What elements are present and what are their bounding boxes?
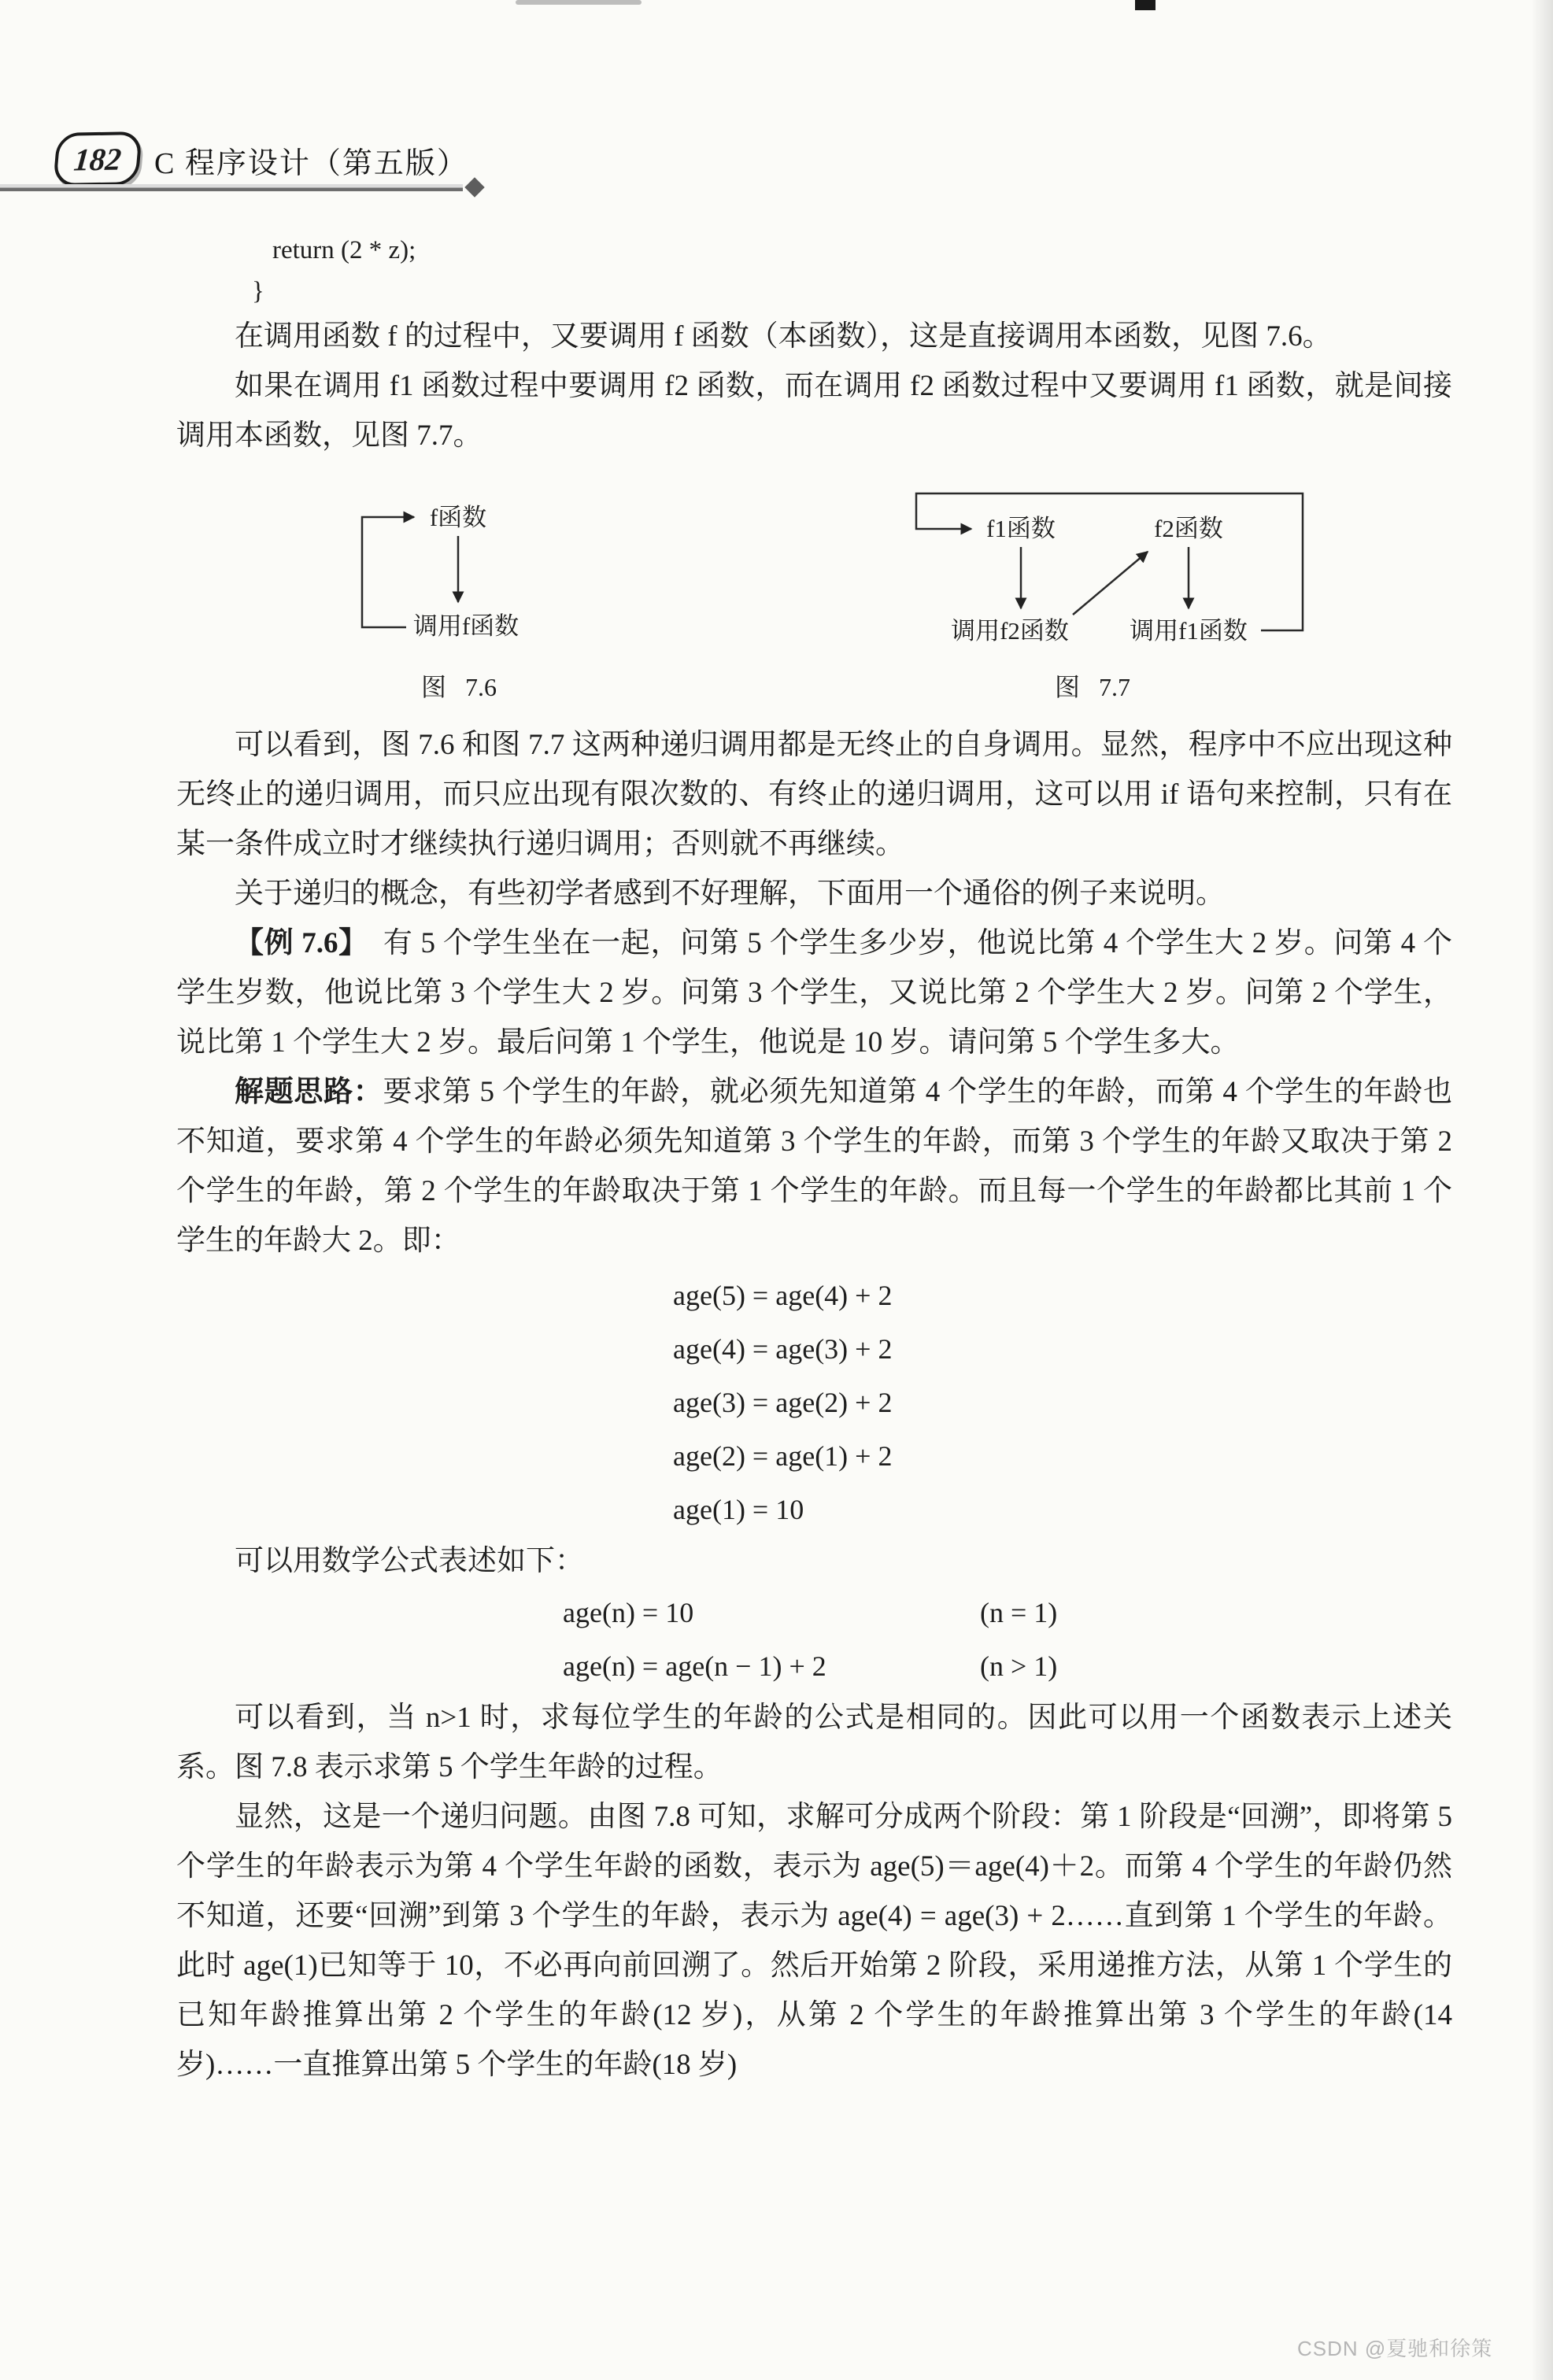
paragraph-two-phases: 显然，这是一个递归问题。由图 7.8 可知，求解可分成两个阶段：第 1 阶段是“回溯”，即将第 5 个学生的年龄表示为第 4 个学生年龄的函数，表示为 age(5)＝age(4)＋2。而第 4 个学生的年龄仍然不知道，还要“回溯”到第 3 个学生的年龄，表示为 age(4) = age(3) + 2……直到第 1 个学生的年龄。此时 age(1)已知等于 10，不必再向前回溯了。然后开始第 2 阶段，采用递推方法，从第 1 个学生的已知年龄推算出第 2 个学生的年龄(12 岁)，从第 2 个学生的年龄推算出第 3 个学生的年龄(14 岁)……一直推算出第 5 个学生的年龄(18 岁) (176, 1801, 1452, 2081)
figure-node-call-f: 调用f函数 (412, 612, 520, 640)
figure-node-f2: f2函数 (1154, 515, 1223, 542)
figure-row (176, 484, 1452, 720)
figure-node-call-f2: 调用f2函数 (951, 617, 1069, 645)
example-text: 有 5 个学生坐在一起，问第 5 个学生多少岁，他说比第 4 个学生大 2 岁。问第 4 个学生岁数，他说比第 3 个学生大 2 岁。问第 3 个学生，又说比第 2 个学生大 2 岁。问第 2 个学生，说比第 1 个学生大 2 岁。最后问第 1 个学生，他说是 10 岁。请问第 5 个学生多大。 (176, 927, 1453, 1059)
formula-expression: age(n) = age(n − 1) + 2 (563, 1650, 826, 1682)
paragraph-same-formula: 可以看到，当 n>1 时，求每位学生的年龄的公式是相同的。因此可以用一个函数表示上述关系。图 7.8 表示求第 5 个学生年龄的过程。 (176, 1702, 1452, 1783)
age-formula-block (563, 1586, 1452, 1693)
formula-row (563, 1639, 1452, 1693)
figure-7-7 (905, 484, 1346, 720)
paragraph-recursion-termination: 可以看到，图 7.6 和图 7.7 这两种递归调用都是无终止的自身调用。显然，程序中不应出现这种无终止的递归调用，而只应出现有限次数的、有终止的递归调用，这可以用 if 语句来控制，只有在某一条件成立时才继续执行递归调用；否则就不再继续。 (176, 729, 1452, 860)
equation-line: age(2) = age(1) + 2 (673, 1440, 893, 1472)
page-number-badge (53, 131, 142, 187)
solution-label: 解题思路： (235, 1076, 383, 1108)
figure-node-f1: f1函数 (986, 515, 1056, 542)
solution-text: 要求第 5 个学生的年龄，就必须先知道第 4 个学生的年龄，而第 4 个学生的年龄也不知道，要求第 4 个学生的年龄必须先知道第 3 个学生的年龄，而第 3 个学生的年龄又取决于第 2 个学生的年龄，第 2 个学生的年龄取决于第 1 个学生的年龄。而且每一个学生的年龄都比其前 1 个学生的年龄大 2。即： (176, 1076, 1453, 1257)
figure-7-7-caption: 图 7.7 (1054, 673, 1131, 701)
formula-condition: (n > 1) (980, 1650, 1058, 1682)
equation-line: age(1) = 10 (673, 1494, 804, 1525)
page-number: 182 (72, 140, 123, 178)
book-title: C 程序设计（第五版） (154, 147, 468, 180)
equation-line: age(4) = age(3) + 2 (673, 1333, 893, 1365)
header-rule (0, 184, 463, 191)
figure-7-6 (338, 484, 575, 720)
example-paragraph (176, 918, 1452, 1067)
paragraph-recursion-intro: 关于递归的概念，有些初学者感到不好理解，下面用一个通俗的例子来说明。 (235, 878, 1225, 910)
formula-row (563, 1586, 1452, 1639)
equation-line: age(5) = age(4) + 2 (673, 1280, 893, 1311)
formula-expression: age(n) = 10 (563, 1597, 694, 1628)
example-label: 【例 7.6】 (235, 927, 354, 959)
age-recurrence-equations (673, 1269, 1452, 1536)
scan-artifact (516, 0, 642, 5)
figure-node-f: f函数 (429, 504, 487, 531)
code-line: } (252, 277, 264, 305)
paragraph-formula-intro: 可以用数学公式表述如下： (235, 1545, 584, 1577)
page-content (176, 230, 1452, 2090)
watermark: CSDN @夏驰和徐策 (1297, 2337, 1493, 2360)
formula-condition: (n = 1) (980, 1597, 1058, 1628)
scan-artifact (1135, 0, 1156, 10)
figure-node-call-f1: 调用f1函数 (1130, 617, 1248, 645)
paragraph-indirect-recursion: 如果在调用 f1 函数过程中要调用 f2 函数，而在调用 f2 函数过程中又要调用 f1 函数，就是间接调用本函数，见图 7.7。 (176, 370, 1452, 452)
scan-edge-shade (1531, 0, 1553, 2380)
equation-line: age(3) = age(2) + 2 (673, 1387, 893, 1418)
paragraph-direct-recursion: 在调用函数 f 的过程中，又要调用 f 函数（本函数），这是直接调用本函数，见图 7.6。 (235, 320, 1332, 353)
figure-7-6-caption: 图 7.6 (420, 673, 497, 701)
code-line: return (2 * z); (272, 236, 416, 264)
solution-paragraph (176, 1067, 1452, 1266)
